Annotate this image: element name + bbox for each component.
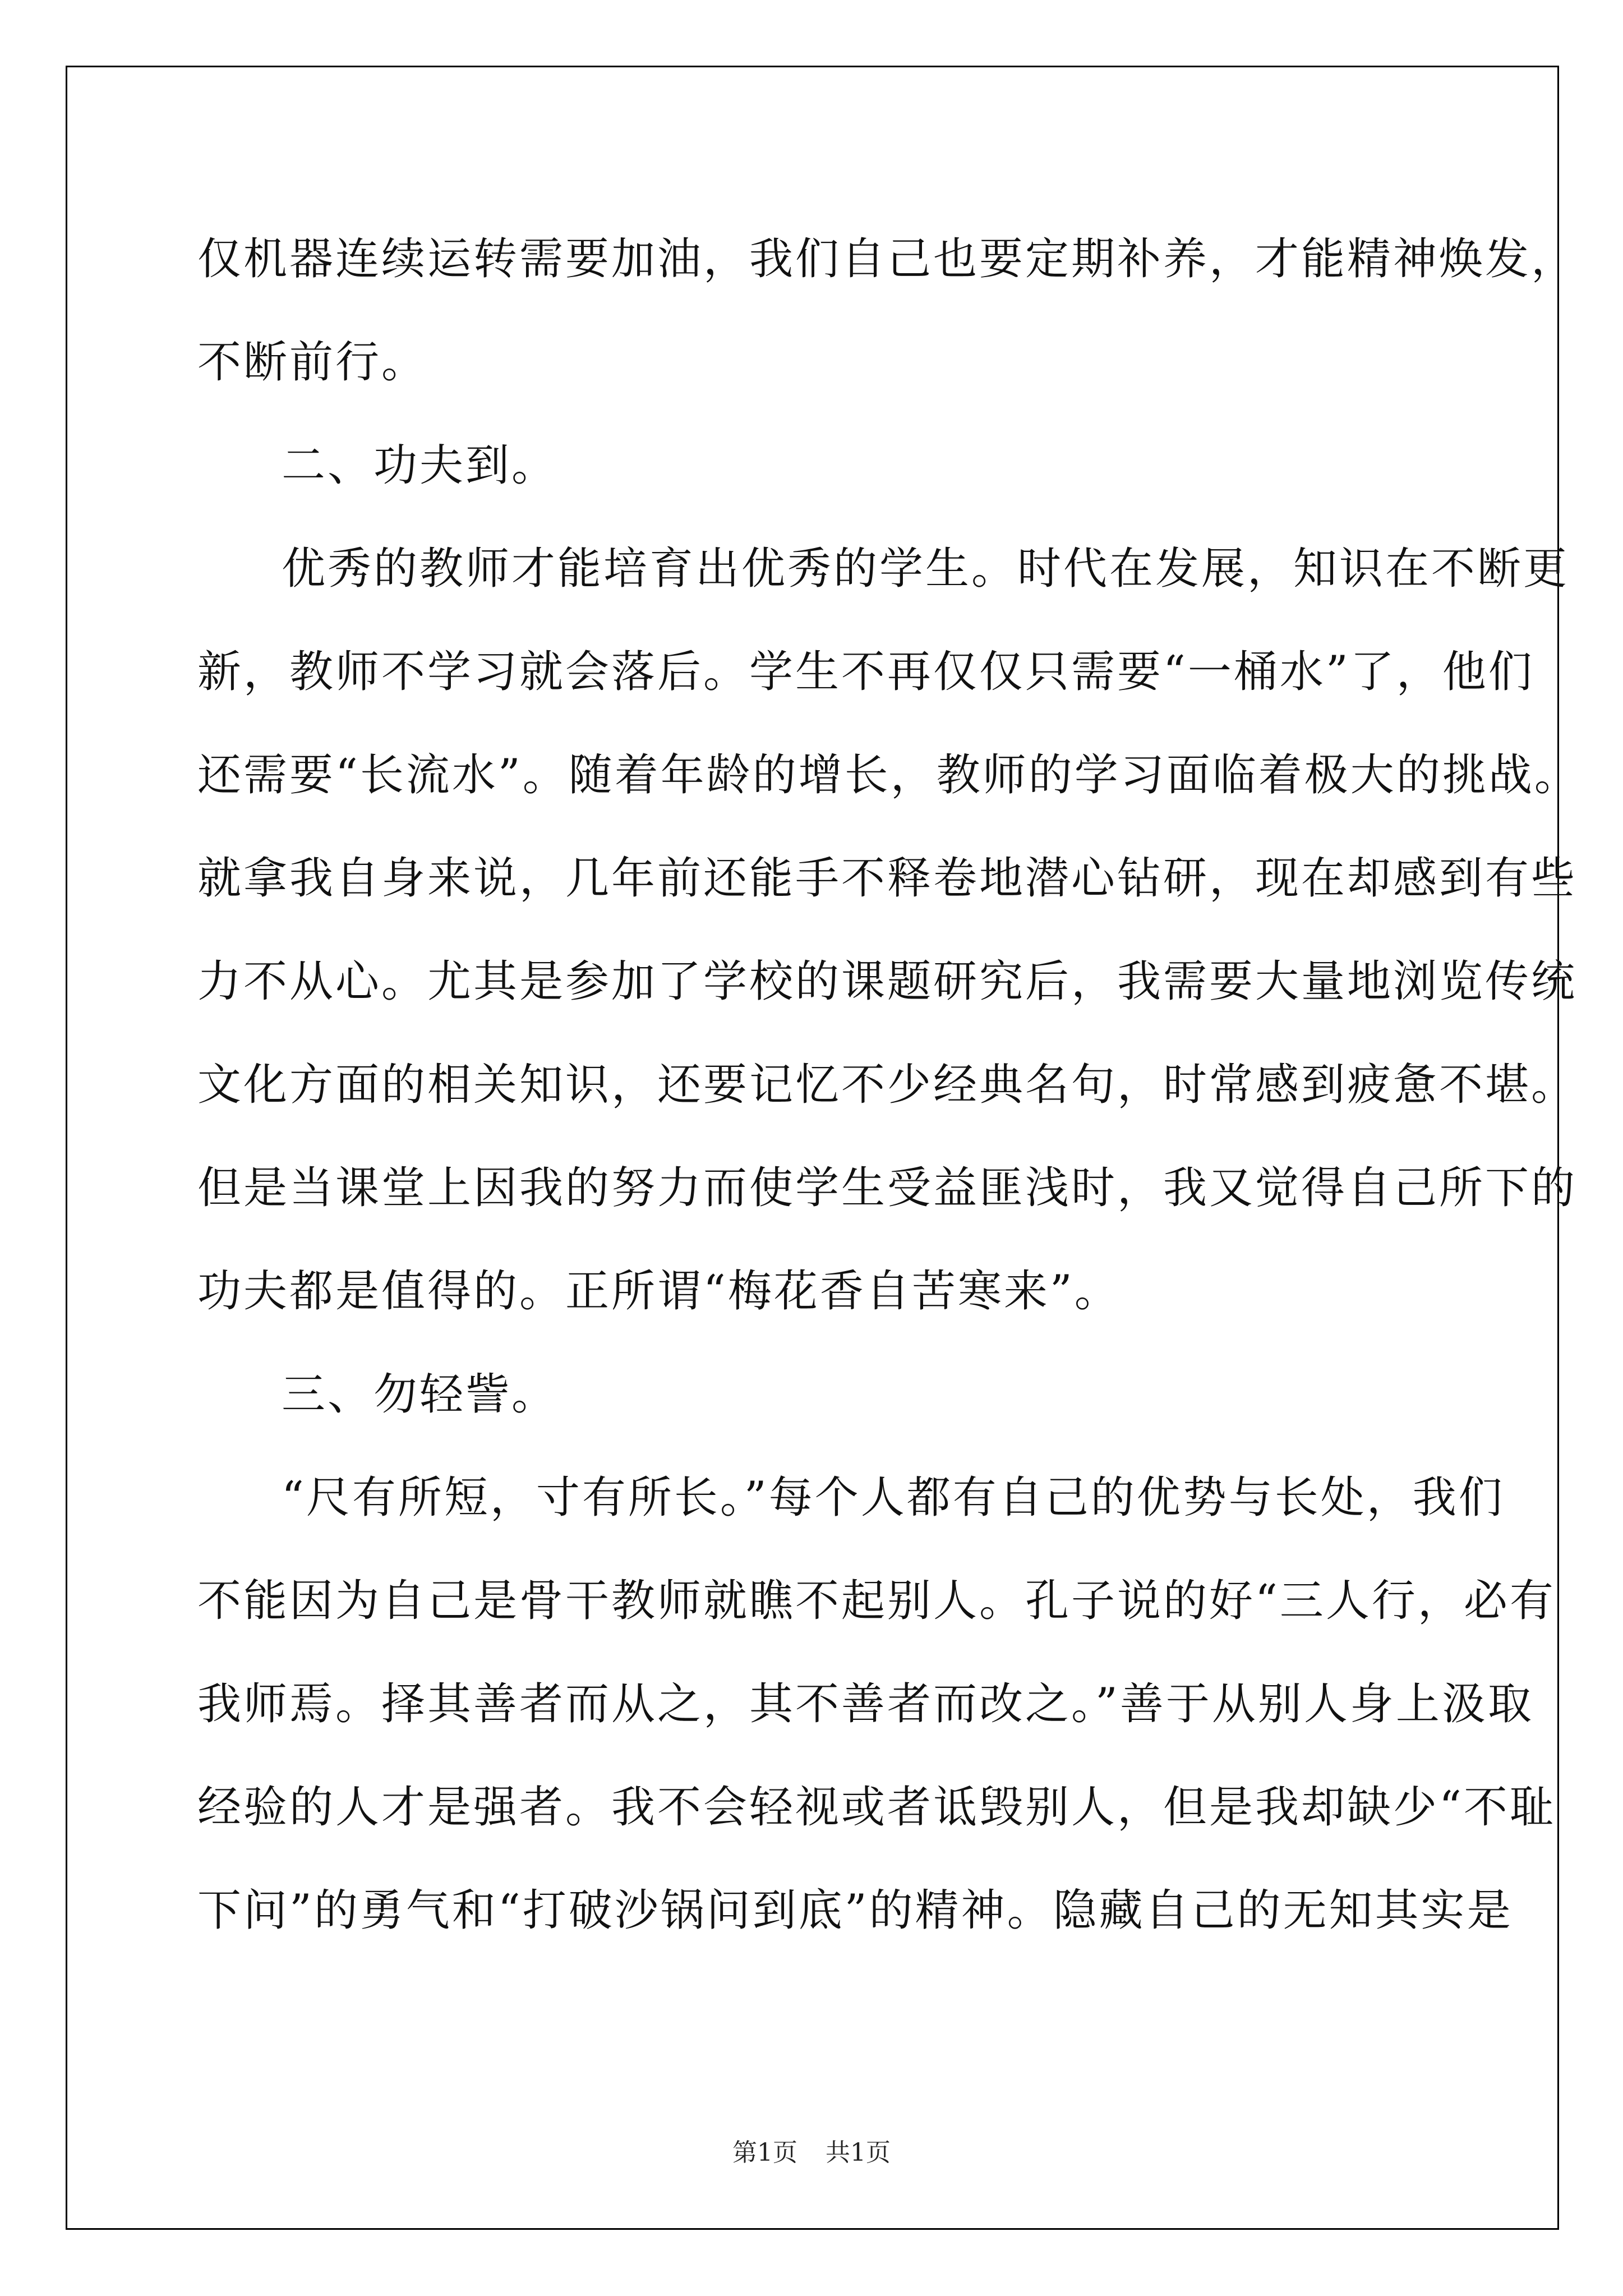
text-line: 功夫都是值得的。正所谓“梅花香自苦寒来”。 xyxy=(197,1266,1121,1317)
text-line: 文化方面的相关知识，还要记忆不少经典名句，时常感到疲惫不堪。 xyxy=(197,1060,1578,1110)
page-number: 第1页 xyxy=(732,2138,797,2167)
text-line: 不能因为自己是骨干教师就瞧不起别人。孔子说的好“三人行，必有 xyxy=(197,1576,1556,1626)
text-line: 不断前行。 xyxy=(197,337,428,388)
text-line: 下问”的勇气和“打破沙锅问到底”的精神。隐藏自己的无知其实是 xyxy=(197,1885,1513,1936)
text-line: 仅机器连续运转需要加油，我们自己也要定期补养，才能精神焕发， xyxy=(197,234,1578,284)
text-line: 优秀的教师才能培育出优秀的学生。时代在发展，知识在不断更 xyxy=(282,544,1570,594)
text-line: “尺有所短，寸有所长。”每个人都有自己的优势与长处，我们 xyxy=(282,1473,1505,1523)
text-line: 但是当课堂上因我的努力而使学生受益匪浅时，我又觉得自己所下的 xyxy=(197,1163,1578,1213)
text-line: 力不从心。尤其是参加了学校的课题研究后，我需要大量地浏览传统 xyxy=(197,956,1578,1007)
text-line: 就拿我自身来说，几年前还能手不释卷地潜心钻研，现在却感到有些 xyxy=(197,853,1578,904)
text-line: 经验的人才是强者。我不会轻视或者诋毁别人，但是我却缺少“不耻 xyxy=(197,1782,1556,1833)
text-line: 还需要“长流水”。随着年龄的增长，教师的学习面临着极大的挑战。 xyxy=(197,750,1580,800)
page-total: 共1页 xyxy=(826,2138,891,2167)
section-heading: 三、勿轻訾。 xyxy=(282,1369,558,1420)
page-footer xyxy=(0,2136,1623,2170)
text-line: 新，教师不学习就会落后。学生不再仅仅只需要“一桶水”了，他们 xyxy=(197,647,1534,697)
document-body xyxy=(197,208,1580,1962)
section-heading: 二、功夫到。 xyxy=(282,440,558,491)
text-line: 我师焉。择其善者而从之，其不善者而改之。”善于从别人身上汲取 xyxy=(197,1679,1534,1729)
